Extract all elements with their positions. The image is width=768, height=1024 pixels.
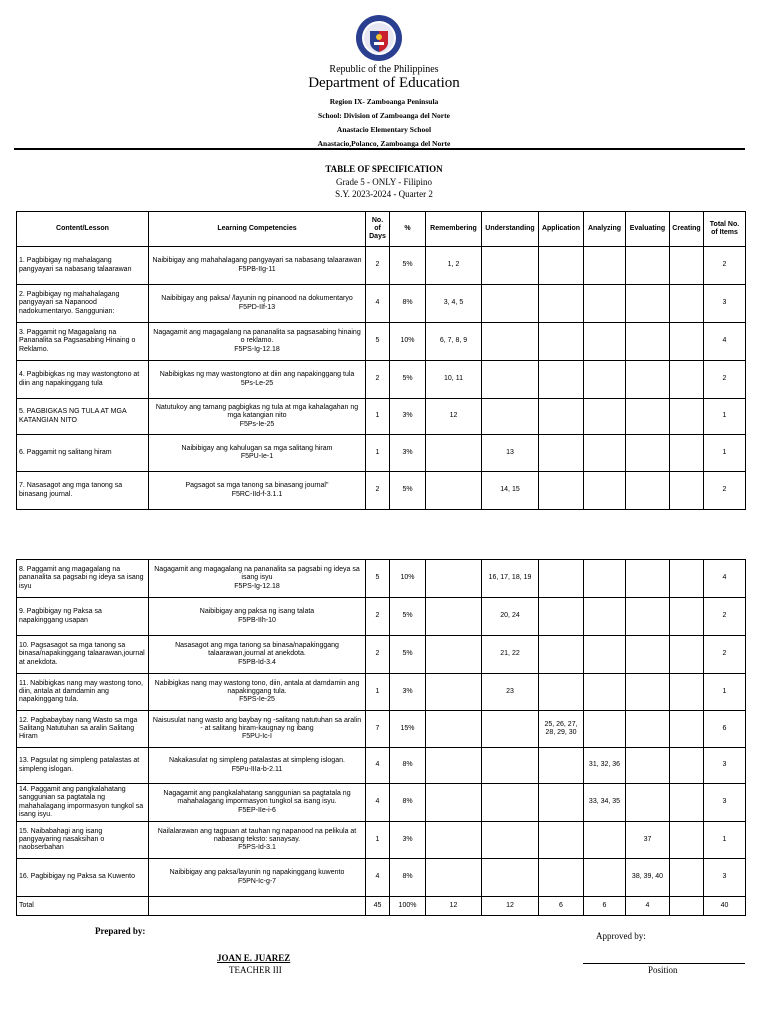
content-lesson-cell: 1. Pagbibigay ng mahalagang pangyayari sa nabasang talaarawan <box>17 247 149 285</box>
content-lesson-cell: 7. Nasasagot ang mga tanong sa binasang journal. <box>17 472 149 510</box>
understanding-cell: 23 <box>482 674 539 711</box>
creating-cell <box>670 399 704 435</box>
application-cell <box>539 748 584 784</box>
evaluating-cell <box>626 711 670 748</box>
creating-cell <box>670 323 704 361</box>
competency-text: Nagagamit ang magagalang na pananalita sa pagsasabing hinaing o reklamo. <box>153 329 361 345</box>
application-cell <box>539 435 584 472</box>
remembering-cell <box>426 674 482 711</box>
analyzing-cell <box>584 472 626 510</box>
application-cell <box>539 399 584 435</box>
percent-cell: 3% <box>390 435 426 472</box>
creating-cell <box>670 711 704 748</box>
total-items-cell: 2 <box>704 361 746 399</box>
competency-text: Naibibigay ang mahahalagang pangyayari sa nabasang talaarawan <box>152 257 362 265</box>
tos-table-part-2 <box>16 559 746 916</box>
creating-cell <box>670 784 704 822</box>
creating-cell <box>670 598 704 636</box>
understanding-cell: 20, 24 <box>482 598 539 636</box>
remembering-cell: 12 <box>426 399 482 435</box>
competency-cell <box>149 435 366 472</box>
totals-analyzing: 6 <box>584 897 626 916</box>
content-lesson-cell: 10. Pagsasagot sa mga tanong sa binasa/napakinggang talaarawan,journal at anekdota. <box>17 636 149 674</box>
analyzing-cell <box>584 399 626 435</box>
competency-text: Nakakasulat ng simpleng patalastas at simpleng islogan. <box>169 757 345 765</box>
competency-cell <box>149 399 366 435</box>
evaluating-cell: 37 <box>626 822 670 859</box>
table-row <box>17 472 746 510</box>
understanding-cell <box>482 247 539 285</box>
days-cell: 2 <box>366 636 390 674</box>
days-cell: 2 <box>366 247 390 285</box>
competency-code: F5Ps-Ie-25 <box>239 420 275 428</box>
total-items-cell: 3 <box>704 784 746 822</box>
table-header-row <box>17 212 746 247</box>
division-text: School: Division of Zamboanga del Norte <box>318 111 450 120</box>
totals-creating <box>670 897 704 916</box>
remembering-cell <box>426 560 482 598</box>
application-cell <box>539 859 584 897</box>
deped-seal-logo <box>355 14 403 62</box>
competency-code: F5PD-IIf-13 <box>238 303 276 311</box>
evaluating-cell <box>626 247 670 285</box>
remembering-cell: 6, 7, 8, 9 <box>426 323 482 361</box>
content-lesson-cell: 2. Pagbibigay ng mahahalagang pangyayari sa Napanood nadokumentaryo. Sanggunian: <box>17 285 149 323</box>
tos-school-year: S.Y. 2023-2024 - Quarter 2 <box>335 189 433 199</box>
competency-text: Pagsagot sa mga tanong sa binasang journal" <box>185 482 329 490</box>
table-row <box>17 399 746 435</box>
competency-code: F5PB-Id-3.4 <box>238 658 276 666</box>
competency-text: Naibibigay ang kahulugan sa mga salitang hiram <box>181 444 333 452</box>
col-header-evaluating: Evaluating <box>626 212 670 247</box>
content-lesson-cell: 13. Pagsulat ng simpleng patalastas at simpleng islogan. <box>17 748 149 784</box>
competency-text: Naibibigay ang paksa/layunin ng napakinggang kuwento <box>169 869 345 877</box>
percent-cell: 3% <box>390 674 426 711</box>
remembering-cell <box>426 822 482 859</box>
understanding-cell <box>482 822 539 859</box>
application-cell <box>539 285 584 323</box>
approver-position: Position <box>648 965 678 975</box>
analyzing-cell <box>584 560 626 598</box>
percent-cell: 10% <box>390 560 426 598</box>
days-cell: 1 <box>366 435 390 472</box>
application-cell: 25, 26, 27, 28, 29, 30 <box>539 711 584 748</box>
totals-row <box>17 897 746 916</box>
percent-cell: 5% <box>390 472 426 510</box>
col-header-analyzing: Analyzing <box>584 212 626 247</box>
days-cell: 5 <box>366 560 390 598</box>
tos-table-part-1 <box>16 211 746 510</box>
days-cell: 4 <box>366 859 390 897</box>
understanding-cell <box>482 285 539 323</box>
remembering-cell <box>426 636 482 674</box>
competency-cell <box>149 472 366 510</box>
competency-cell <box>149 859 366 897</box>
evaluating-cell <box>626 598 670 636</box>
competency-cell <box>149 748 366 784</box>
remembering-cell: 10, 11 <box>426 361 482 399</box>
creating-cell <box>670 247 704 285</box>
percent-cell: 5% <box>390 361 426 399</box>
days-cell: 4 <box>366 784 390 822</box>
days-cell: 5 <box>366 323 390 361</box>
totals-remembering: 12 <box>426 897 482 916</box>
republic-text: Republic of the Philippines <box>329 64 439 75</box>
competency-text: Natutukoy ang tamang pagbigkas ng tula at mga kahalagahan ng mga katangian nito <box>155 404 359 420</box>
application-cell <box>539 784 584 822</box>
total-items-cell: 2 <box>704 636 746 674</box>
total-items-cell: 2 <box>704 247 746 285</box>
evaluating-cell <box>626 674 670 711</box>
total-items-cell: 6 <box>704 711 746 748</box>
competency-text: Naibibigay ang paksa ng isang talata <box>199 608 315 616</box>
totals-understanding: 12 <box>482 897 539 916</box>
analyzing-cell <box>584 361 626 399</box>
competency-code: F5PU-Ie-1 <box>240 453 274 460</box>
evaluating-cell <box>626 323 670 361</box>
competency-text: Nabibigkas nang may wastong tono, diin, antala at damdamin ang napakinggang tula. <box>154 679 360 695</box>
application-cell <box>539 560 584 598</box>
percent-cell: 5% <box>390 247 426 285</box>
content-lesson-cell: 15. Naibabahagi ang isang pangyayaring nasaksihan o naobserbahan <box>17 822 149 859</box>
days-cell: 7 <box>366 711 390 748</box>
competency-code: F5PS-Ig-12.18 <box>234 582 280 590</box>
table-row <box>17 711 746 748</box>
total-items-cell: 2 <box>704 598 746 636</box>
competency-cell <box>149 784 366 822</box>
application-cell <box>539 822 584 859</box>
school-address: Anastacio,Polanco, Zamboanga del Norte <box>317 139 451 148</box>
analyzing-cell <box>584 711 626 748</box>
understanding-cell <box>482 784 539 822</box>
understanding-cell <box>482 748 539 784</box>
totals-evaluating: 4 <box>626 897 670 916</box>
creating-cell <box>670 285 704 323</box>
competency-code: F5PS-Ig-12.18 <box>234 345 280 353</box>
understanding-cell <box>482 399 539 435</box>
evaluating-cell <box>626 472 670 510</box>
table-row <box>17 822 746 859</box>
creating-cell <box>670 472 704 510</box>
remembering-cell <box>426 859 482 897</box>
creating-cell <box>670 859 704 897</box>
analyzing-cell: 31, 32, 36 <box>584 748 626 784</box>
competency-cell <box>149 285 366 323</box>
days-cell: 1 <box>366 674 390 711</box>
table-row <box>17 435 746 472</box>
percent-cell: 3% <box>390 399 426 435</box>
creating-cell <box>670 674 704 711</box>
competency-text: Naibibigay ang paksa/ /layunin ng pinanood na dokumentaryo <box>161 295 353 303</box>
application-cell <box>539 323 584 361</box>
total-items-cell: 1 <box>704 399 746 435</box>
percent-cell: 8% <box>390 784 426 822</box>
totals-application: 6 <box>539 897 584 916</box>
col-header-days: No. of Days <box>366 212 390 247</box>
col-header-total-items: Total No. of Items <box>704 212 746 247</box>
table-row <box>17 748 746 784</box>
total-items-cell: 1 <box>704 822 746 859</box>
content-lesson-cell: 3. Paggamit ng Magagalang na Pananalita sa Pagsasabing Hinaing o Reklamo. <box>17 323 149 361</box>
header-divider <box>14 148 745 150</box>
evaluating-cell <box>626 399 670 435</box>
competency-cell <box>149 361 366 399</box>
table-row <box>17 285 746 323</box>
approved-by-label: Approved by: <box>596 931 646 941</box>
table-row <box>17 598 746 636</box>
tos-title: TABLE OF SPECIFICATION <box>325 164 443 174</box>
application-cell <box>539 361 584 399</box>
creating-cell <box>670 822 704 859</box>
table-row <box>17 784 746 822</box>
remembering-cell <box>426 598 482 636</box>
analyzing-cell <box>584 323 626 361</box>
application-cell <box>539 598 584 636</box>
evaluating-cell <box>626 784 670 822</box>
col-header-remembering: Remembering <box>426 212 482 247</box>
competency-text: Nailalarawan ang tagpuan at tauhan ng napanood na pelikula at nabasang teksto: sanaysay. <box>157 827 357 843</box>
competency-text: Nagagamit ang magagalang na pananalita sa pagsabi ng ideya sa isang isyu <box>154 566 360 582</box>
competency-cell <box>149 598 366 636</box>
application-cell <box>539 472 584 510</box>
competency-cell <box>149 323 366 361</box>
competency-code: F5Pu-IIIa-b-2.11 <box>231 765 283 773</box>
col-header-content: Content/Lesson <box>17 212 149 247</box>
creating-cell <box>670 560 704 598</box>
days-cell: 2 <box>366 598 390 636</box>
analyzing-cell <box>584 285 626 323</box>
competency-code: F5PN-Ic-g-7 <box>237 877 277 885</box>
analyzing-cell <box>584 822 626 859</box>
content-lesson-cell: 9. Pagbibigay ng Paksa sa napakinggang usapan <box>17 598 149 636</box>
application-cell <box>539 674 584 711</box>
competency-text: Naisusulat nang wasto ang baybay ng -salitang natutuhan sa aralin - at salitang hiram-kaugnay ng ibang <box>152 716 362 732</box>
competency-cell <box>149 674 366 711</box>
percent-cell: 8% <box>390 748 426 784</box>
percent-cell: 8% <box>390 285 426 323</box>
remembering-cell: 1, 2 <box>426 247 482 285</box>
col-header-competencies: Learning Competencies <box>149 212 366 247</box>
analyzing-cell <box>584 674 626 711</box>
competency-code: F5RC-IId-f-3.1.1 <box>231 490 283 498</box>
evaluating-cell <box>626 560 670 598</box>
total-items-cell: 2 <box>704 472 746 510</box>
days-cell: 1 <box>366 399 390 435</box>
competency-cell <box>149 560 366 598</box>
totals-items: 40 <box>704 897 746 916</box>
competency-code: F5PB-IIg-11 <box>238 265 276 273</box>
understanding-cell <box>482 859 539 897</box>
remembering-cell <box>426 435 482 472</box>
application-cell <box>539 247 584 285</box>
understanding-cell: 16, 17, 18, 19 <box>482 560 539 598</box>
percent-cell: 5% <box>390 598 426 636</box>
remembering-cell: 3, 4, 5 <box>426 285 482 323</box>
remembering-cell <box>426 748 482 784</box>
understanding-cell: 14, 15 <box>482 472 539 510</box>
percent-cell: 15% <box>390 711 426 748</box>
evaluating-cell <box>626 435 670 472</box>
totals-label: Total <box>17 897 149 916</box>
teacher-name: JOAN E. JUAREZ <box>217 953 291 963</box>
totals-competencies-cell <box>149 897 366 916</box>
days-cell: 1 <box>366 822 390 859</box>
col-header-application: Application <box>539 212 584 247</box>
total-items-cell: 1 <box>704 435 746 472</box>
competency-code: F5PS-Ie-25 <box>239 696 275 704</box>
competency-cell <box>149 711 366 748</box>
remembering-cell <box>426 711 482 748</box>
days-cell: 4 <box>366 285 390 323</box>
analyzing-cell <box>584 247 626 285</box>
understanding-cell: 13 <box>482 435 539 472</box>
total-items-cell: 3 <box>704 285 746 323</box>
understanding-cell <box>482 711 539 748</box>
days-cell: 2 <box>366 472 390 510</box>
evaluating-cell <box>626 285 670 323</box>
competency-text: Nasasagot ang mga tanong sa binasa/napakinggang talaarawan,journal at anekdota. <box>175 642 339 658</box>
remembering-cell <box>426 784 482 822</box>
analyzing-cell <box>584 598 626 636</box>
creating-cell <box>670 435 704 472</box>
creating-cell <box>670 748 704 784</box>
analyzing-cell: 33, 34, 35 <box>584 784 626 822</box>
percent-cell: 8% <box>390 859 426 897</box>
creating-cell <box>670 361 704 399</box>
totals-days: 45 <box>366 897 390 916</box>
total-items-cell: 1 <box>704 674 746 711</box>
prepared-by-label: Prepared by: <box>95 926 146 936</box>
total-items-cell: 4 <box>704 560 746 598</box>
competency-cell <box>149 822 366 859</box>
analyzing-cell <box>584 859 626 897</box>
competency-code: F5PU-Ic-I <box>242 733 272 741</box>
region-text: Region IX- Zamboanga Peninsula <box>329 97 439 106</box>
understanding-cell <box>482 323 539 361</box>
total-items-cell: 3 <box>704 859 746 897</box>
evaluating-cell: 38, 39, 40 <box>626 859 670 897</box>
days-cell: 4 <box>366 748 390 784</box>
understanding-cell <box>482 361 539 399</box>
percent-cell: 5% <box>390 636 426 674</box>
competency-text: Nabibigkas ng may wastongtono at diin ang napakinggang tula <box>159 371 355 379</box>
teacher-title: TEACHER III <box>229 965 282 975</box>
application-cell <box>539 636 584 674</box>
content-lesson-cell: 8. Paggamit ang magagalang na pananalita sa pagsabi ng ideya sa isang isyu <box>17 560 149 598</box>
percent-cell: 3% <box>390 822 426 859</box>
department-name: Department of Education <box>308 75 460 91</box>
remembering-cell <box>426 472 482 510</box>
table-row <box>17 560 746 598</box>
total-items-cell: 4 <box>704 323 746 361</box>
content-lesson-cell: 6. Paggamit ng salitang hiram <box>17 435 149 472</box>
content-lesson-cell: 4. Pagbibigkas ng may wastongtono at diin ang napakinggang tula <box>17 361 149 399</box>
analyzing-cell <box>584 636 626 674</box>
percent-cell: 10% <box>390 323 426 361</box>
table-row <box>17 323 746 361</box>
content-lesson-cell: 11. Nabibigkas nang may wastong tono, diin, antala at damdamin ang napakinggang tula. <box>17 674 149 711</box>
table-row <box>17 636 746 674</box>
tos-grade: Grade 5 - ONLY - Filipino <box>336 177 432 187</box>
days-cell: 2 <box>366 361 390 399</box>
table-row <box>17 859 746 897</box>
competency-text: Nagagamit ang pangkalahatang sanggunian sa pagtatala ng mahahalagang impormasyon tungkol sa isang isyu. <box>163 790 351 806</box>
competency-code: F5EP-IIe-i-6 <box>238 806 276 814</box>
col-header-understanding: Understanding <box>482 212 539 247</box>
approver-signature-line <box>583 963 745 964</box>
table-row <box>17 247 746 285</box>
competency-cell <box>149 247 366 285</box>
col-header-creating: Creating <box>670 212 704 247</box>
evaluating-cell <box>626 748 670 784</box>
col-header-percent: % <box>390 212 426 247</box>
understanding-cell: 21, 22 <box>482 636 539 674</box>
competency-cell <box>149 636 366 674</box>
competency-code: F5PB-IIh-10 <box>238 616 276 624</box>
school-name: Anastacio Elementary School <box>336 125 432 134</box>
table-row <box>17 674 746 711</box>
analyzing-cell <box>584 435 626 472</box>
content-lesson-cell: 5. PAGBIGKAS NG TULA AT MGA KATANGIAN NITO <box>17 399 149 435</box>
competency-code: 5Ps-Le-25 <box>240 379 274 387</box>
evaluating-cell <box>626 636 670 674</box>
totals-percent: 100% <box>390 897 426 916</box>
content-lesson-cell: 14. Paggamit ang pangkalahatang sanggunian sa pagtatala ng mahahalagang impormasyon tungkol sa isang isyu. <box>17 784 149 822</box>
table-row <box>17 361 746 399</box>
evaluating-cell <box>626 361 670 399</box>
content-lesson-cell: 12. Pagbabaybay nang Wasto sa mga Salitang Natutuhan sa aralin Salitang Hiram <box>17 711 149 748</box>
competency-code: F5PS-Id-3.1 <box>238 844 276 852</box>
content-lesson-cell: 16. Pagbibigay ng Paksa sa Kuwento <box>17 859 149 897</box>
creating-cell <box>670 636 704 674</box>
total-items-cell: 3 <box>704 748 746 784</box>
